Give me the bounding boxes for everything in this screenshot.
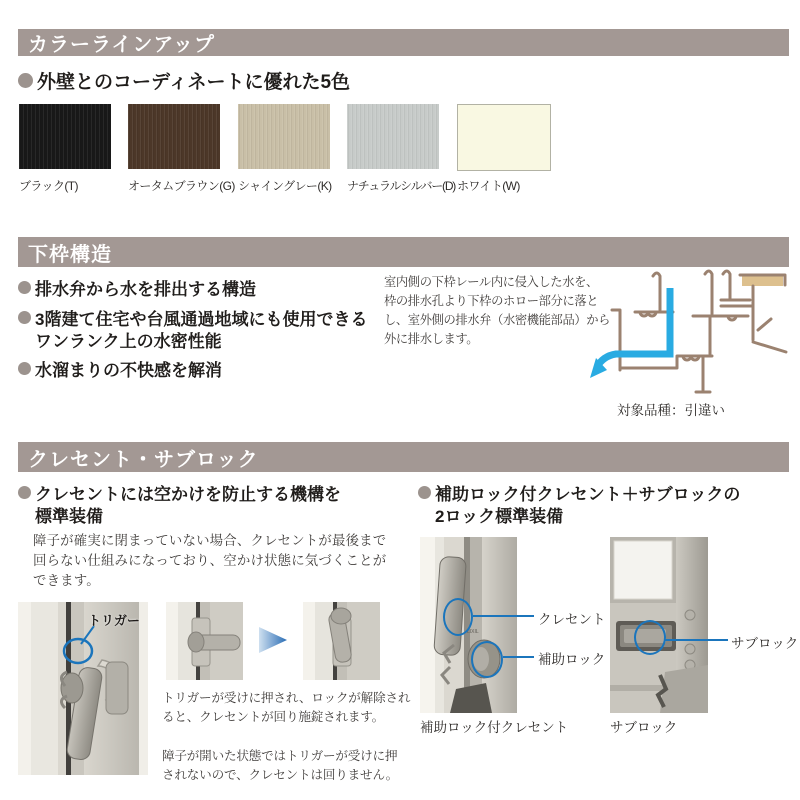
lower-frame-bullet-2-text: 3階建て住宅や台風通過地域にも使用できる [35, 310, 368, 329]
drainage-description-line: 外に排水します。 [384, 332, 479, 346]
crescent-locked-photo [303, 602, 380, 680]
bullet-dot-icon [18, 73, 33, 88]
mechanism-text-line: されないので、クレセントは回りません。 [162, 768, 398, 782]
swatch-label: ナチュラルシルバー(D) [347, 179, 456, 193]
crescent-right-bullet-cont: 2ロック標準装備 [435, 507, 564, 526]
crescent-annotation-circle [443, 598, 473, 636]
crescent-locked-photo-art [303, 602, 380, 680]
aux-lock-annotation-line [503, 656, 534, 658]
color-swatch-shine-gray [238, 104, 330, 169]
drainage-description-line: 室内側の下枠レール内に侵入した水を、 [384, 275, 598, 289]
diagram-caption: 対象品種：引違い [617, 403, 725, 418]
crescent-left-bullet-cont: 標準装備 [35, 507, 103, 526]
crescent-unlocked-photo-art [166, 602, 243, 680]
drainage-description-line: し、室外側の排水弁（水密機能部品）から [384, 313, 611, 327]
trigger-label: トリガー [88, 613, 140, 628]
color-lineup-subtitle [18, 67, 350, 94]
color-lineup-subtitle-text: 外壁とのコーディネートに優れた5色 [37, 72, 351, 93]
crescent-left-bullet-text: クレセントには空かけを防止する機構を [35, 485, 341, 504]
lower-frame-bullet-3-text: 水溜まりの不快感を解消 [35, 361, 222, 380]
color-swatch-autumn-brown [128, 104, 220, 169]
crescent-right-bullet-text: 補助ロック付クレセント＋サブロックの [435, 485, 741, 504]
mechanism-text-line: トリガーが受けに押され、ロックが解除され [162, 691, 411, 705]
bullet-dot-icon [18, 362, 31, 375]
bullet-dot-icon [18, 311, 31, 324]
section-header-crescent-sublock [18, 442, 789, 472]
crescent-paragraph-line: できます。 [33, 573, 100, 588]
aux-lock-annotation-circle [471, 641, 503, 678]
bullet-dot-icon [418, 486, 431, 499]
bullet-dot-icon [18, 486, 31, 499]
color-swatch-black [19, 104, 111, 169]
drainage-description-line: 枠の排水孔より下枠のホロー部分に落と [384, 294, 599, 308]
section-header-color-lineup-text: カラーラインアップ [28, 34, 215, 56]
crescent-trigger-photo [18, 602, 148, 775]
crescent-annotation-label: クレセント [538, 612, 606, 627]
swatch-label: オータムブラウン(G) [128, 179, 235, 193]
crescent-annotation-line [473, 615, 534, 617]
section-header-crescent-sublock-text: クレセント・サブロック [28, 448, 259, 471]
sublock-annotation-line [665, 639, 728, 641]
mechanism-text-line: 障子が開いた状態ではトリガーが受けに押 [162, 749, 398, 763]
crescent-paragraph-line: 回らない仕組みになっており、空かけ状態に気づくことが [33, 553, 387, 568]
section-header-lower-frame-text: 下枠構造 [28, 243, 112, 266]
sublock-annotation-label: サブロック [731, 636, 799, 651]
diagram-frame-profiles [612, 271, 786, 392]
lower-frame-bullet-3 [18, 356, 222, 381]
lower-frame-bullet-1-text: 排水弁から水を排出する構造 [35, 280, 256, 299]
aux-lock-crescent-caption: 補助ロック付クレセント [420, 720, 569, 735]
mechanism-text-line: ると、クレセントが回り施錠されます。 [162, 710, 385, 724]
lower-frame-bullet-1 [18, 275, 256, 300]
sublock-annotation-circle [634, 620, 666, 655]
color-swatch-natural-silver [347, 104, 439, 169]
crescent-unlocked-photo [166, 602, 243, 680]
bullet-dot-icon [18, 281, 31, 294]
lower-frame-bullet-2-cont: ワンランク上の水密性能 [35, 332, 222, 351]
color-swatch-white [457, 104, 551, 171]
lower-frame-cross-section-diagram [590, 268, 795, 403]
diagram-wood-block [742, 275, 783, 286]
swatch-label: シャイングレー(K) [238, 179, 332, 193]
sublock-caption: サブロック [610, 720, 678, 735]
photo-logo-text: LIXIL [467, 629, 479, 635]
crescent-paragraph-line: 障子が確実に閉まっていない場合、クレセントが最後まで [33, 533, 387, 548]
swatch-label: ブラック(T) [19, 179, 78, 193]
transition-arrow-icon [259, 627, 289, 654]
section-header-lower-frame [18, 237, 789, 267]
aux-lock-annotation-label: 補助ロック [538, 652, 606, 667]
swatch-label: ホワイト(W) [457, 179, 520, 193]
section-header-color-lineup [18, 29, 789, 56]
